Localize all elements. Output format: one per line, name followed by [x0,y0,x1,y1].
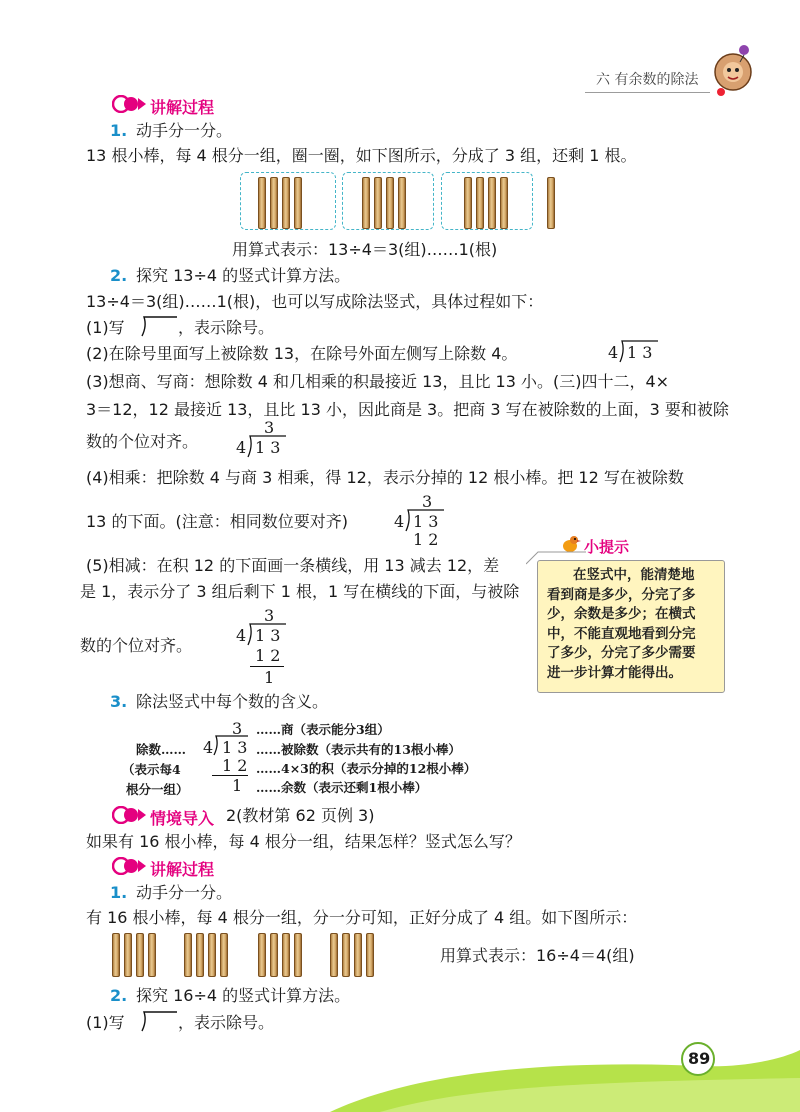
question: 如果有 16 根小棒，每 4 根分一组，结果怎样？竖式怎么写？ [86,832,521,851]
division-rule [212,775,248,776]
meaning-left: （表示每4 [122,762,181,777]
tip-line: 中，不能直观地看到分完 [547,625,696,642]
division-remainder: 1 [264,668,275,687]
stick-group [464,177,508,229]
division-divisor: 4 [203,738,214,757]
step-3-line: (3)想商、写商：想除数 4 和几相乘的积最接近 13，且比 13 小。(三)四十二，4× [86,372,670,391]
meaning-note: ……4×3的积（表示分掉的12根小棒） [256,761,477,776]
division-remainder: 1 [232,776,243,795]
chapter-title: 六 有余数的除法 [596,72,699,88]
step-4-line: 13 的下面。(注意：相同数位要对齐) [86,512,348,531]
step-title: 动手分一分。 [136,883,233,902]
division-quotient: 3 [232,719,243,738]
division-dividend: 1 3 [255,438,281,457]
stick-group [258,933,302,977]
step-5-line: 是 1，表示分了 3 组后剩下 1 根，1 写在横线的下面，与被除 [80,582,520,601]
division-divisor: 4 [236,438,247,457]
header-line [585,92,710,93]
section-title-explain: 讲解过程 [150,98,215,117]
meaning-note: ……余数（表示还剩1根小棒） [256,780,428,795]
step-number: 3. [110,692,128,711]
division-product: 1 2 [413,530,439,549]
division-divisor: 4 [236,626,247,645]
step-number: 2. [110,266,128,285]
tip-line: 看到商是多少，分完了多 [547,586,696,603]
division-quotient: 3 [264,606,275,625]
step-4-line: (4)相乘：把除数 4 与商 3 相乘，得 12，表示分掉的 12 根小棒。把 12 写在被除数 [86,468,684,487]
step-5-line: 数的个位对齐。 [80,636,193,655]
step-3-line: 3＝12，12 最接近 13，且比 13 小，因此商是 3。把商 3 写在被除数的上面，3 要和被除 [86,400,729,419]
section-arrow-icon [112,806,148,824]
step-title: 探究 13÷4 的竖式计算方法。 [136,266,351,285]
formula: 用算式表示：16÷4＝4(组) [440,946,635,965]
division-product: 1 2 [255,646,281,665]
meaning-note: ……商（表示能分3组） [256,722,390,737]
division-quotient: 3 [264,418,275,437]
division-dividend: 1 3 [222,738,248,757]
tip-line: 在竖式中，能清楚地 [573,567,695,583]
stick-group [112,933,156,977]
stick-group [184,933,228,977]
division-product: 1 2 [222,756,248,775]
tip-line: 进一步计算才能得出。 [547,664,682,681]
stick-group [330,933,374,977]
step-1-a: (1)写 [86,1013,125,1032]
division-divisor: 4 [394,512,405,531]
step-title: 动手分一分。 [136,121,233,140]
paragraph: 13 根小棒，每 4 根分一组，圈一圈，如下图所示，分成了 3 组，还剩 1 根。 [86,146,637,165]
footer-wave [0,1030,800,1112]
division-dividend: 1 3 [627,343,653,362]
page-number: 89 [688,1049,711,1068]
step-2: (2)在除号里面写上被除数 13，在除号外面左侧写上除数 4。 [86,344,518,363]
step-title: 除法竖式中每个数的含义。 [136,692,329,711]
stick-group [362,177,406,229]
section-title-scenario: 情境导入 [150,809,215,828]
section-arrow-icon [112,857,148,875]
meaning-left: 除数…… [136,742,187,757]
tip-text [547,566,717,683]
step-3-line: 数的个位对齐。 [86,432,199,451]
meaning-note: ……被除数（表示共有的13根小棒） [256,742,461,757]
formula: 用算式表示：13÷4＝3(组)……1(根) [232,240,498,259]
division-quotient: 3 [422,492,433,511]
step-number: 1. [110,121,128,140]
stick-single [547,177,555,229]
stick-group [258,177,302,229]
tip-title: 小提示 [584,538,630,556]
tip-pointer [526,551,586,565]
division-bracket-icon [140,316,178,338]
section-subtitle: 2(教材第 62 页例 3) [226,806,375,825]
section-title-explain: 讲解过程 [150,860,215,879]
tip-line: 了多少，分完了多少需要 [547,645,696,661]
paragraph: 13÷4＝3(组)……1(根)，也可以写成除法竖式，具体过程如下： [86,292,544,311]
step-number: 1. [110,883,128,902]
step-title: 探究 16÷4 的竖式计算方法。 [136,986,351,1005]
mascot-icon [708,40,758,100]
step-1-b: ，表示除号。 [178,1013,275,1032]
paragraph: 有 16 根小棒，每 4 根分一组，分一分可知，正好分成了 4 组。如下图所示： [86,908,638,927]
step-5-line: (5)相减：在积 12 的下面画一条横线，用 13 减去 12，差 [86,556,500,575]
step-1-b: ，表示除号。 [178,318,275,337]
division-divisor: 4 [608,343,619,362]
section-arrow-icon [112,95,148,113]
step-1-a: (1)写 [86,318,125,337]
division-dividend: 1 3 [255,626,281,645]
tip-line: 少，余数是多少；在横式 [547,606,696,622]
step-number: 2. [110,986,128,1005]
meaning-left: 根分一组） [126,782,189,797]
division-dividend: 1 3 [413,512,439,531]
